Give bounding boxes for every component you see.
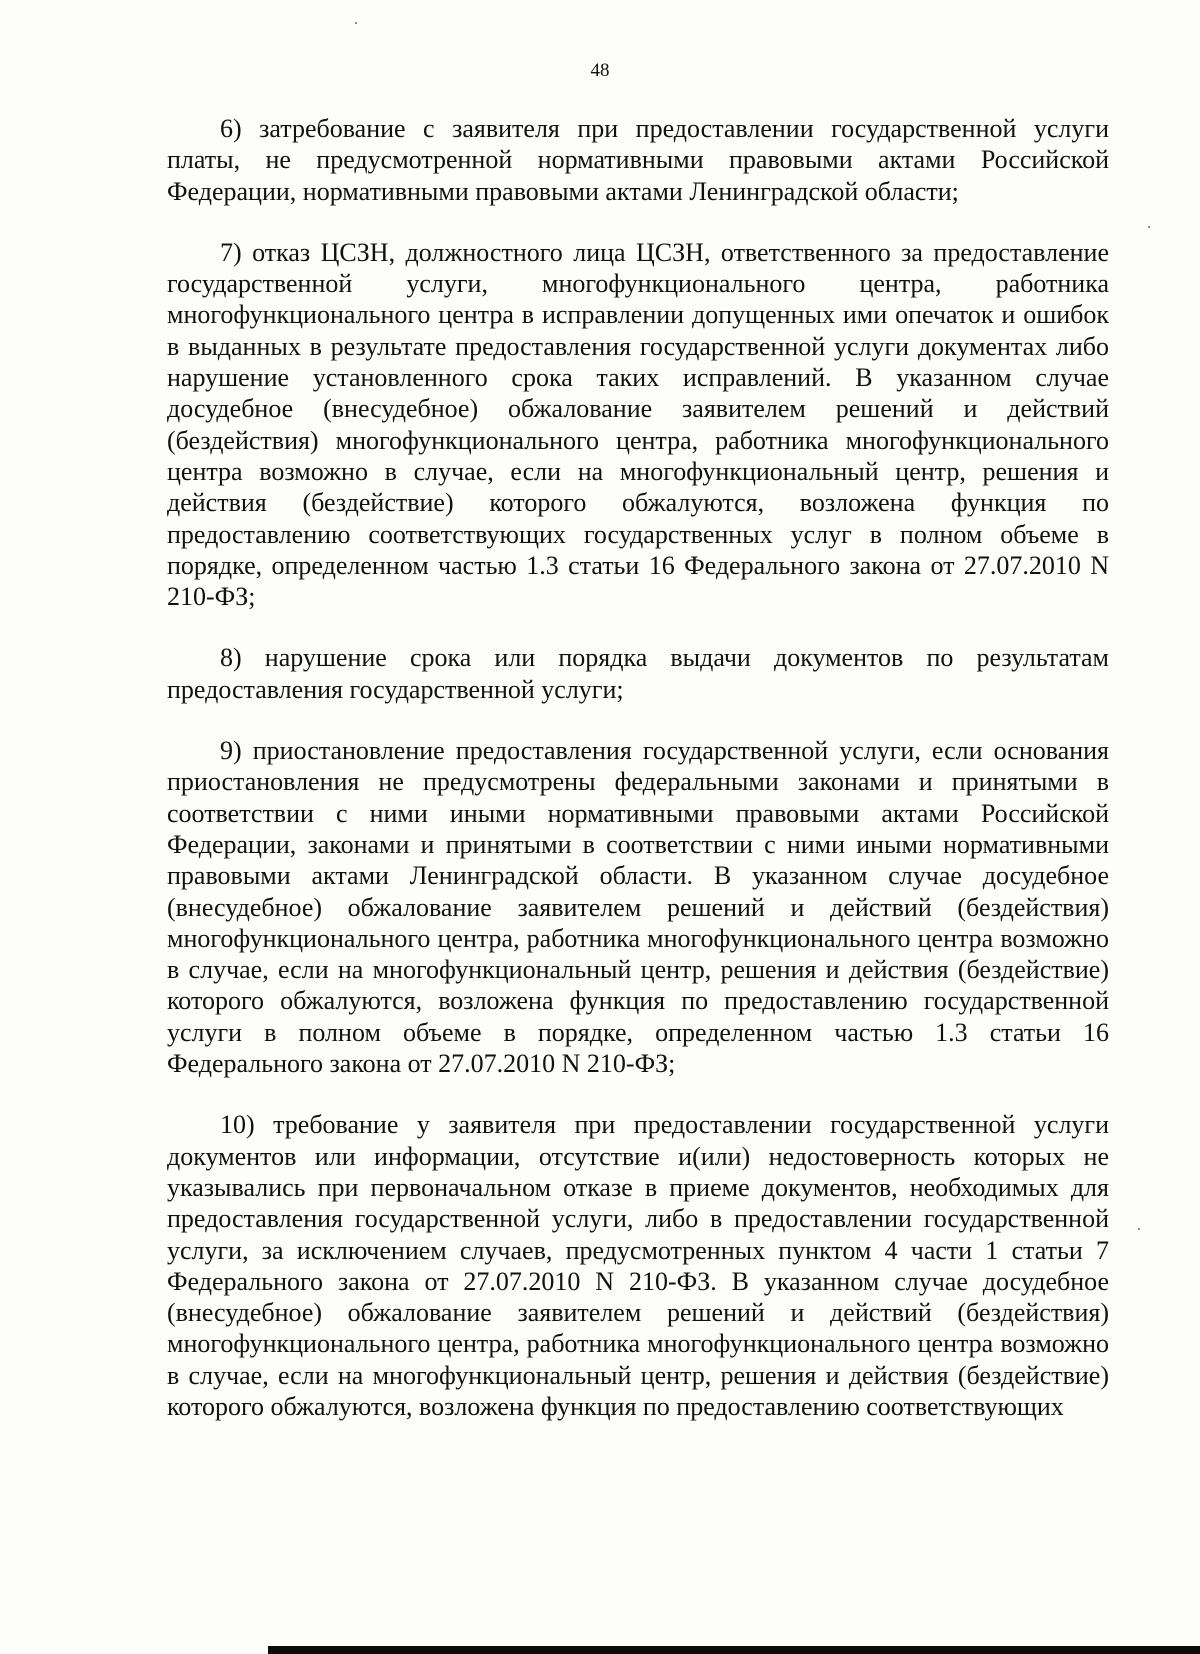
scan-speck: [1138, 1228, 1140, 1230]
scan-speck: [1148, 226, 1150, 228]
paragraph-item-8: 8) нарушение срока или порядка выдачи документов по результатам предоставления государственной услуги;: [167, 643, 1109, 704]
paragraph-item-10: 10) требование у заявителя при предоставлении государственной услуги документов или информации, отсутствие и(или) недостоверность которых не указывались при первоначальном отказе в приеме документов, необходимых для предоставления государственной услуги, либо в предоставлении государственной услуги, за исключением случаев, предусмотренных пунктом 4 части 1 статьи 7 Федерального закона от 27.07.2010 N 210-ФЗ. В указанном случае досудебное (внесудебное) обжалование заявителем решений и действий (бездействия) многофункционального центра, работника многофункционального центра возможно в случае, если на многофункциональный центр, решения и действия (бездействие) которого обжалуются, возложена функция по предоставлению соответствующих: [167, 1110, 1109, 1421]
paragraph-item-9: 9) приостановление предоставления государственной услуги, если основания приостановления не предусмотрены федеральными законами и принятыми в соответствии с ними иными нормативными правовыми актами Российской Федерации, законами и принятыми в соответствии с ними иными нормативными правовыми актами Ленинградской области. В указанном случае досудебное (внесудебное) обжалование заявителем решений и действий (бездействия) многофункционального центра, работника многофункционального центра возможно в случае, если на многофункциональный центр, решения и действия (бездействие) которого обжалуются, возложена функция по предоставлению государственной услуги в полном объеме в порядке, определенном частью 1.3 статьи 16 Федерального закона от 27.07.2010 N 210-ФЗ;: [167, 736, 1109, 1079]
page-number: 48: [590, 60, 610, 81]
paragraph-item-6: 6) затребование с заявителя при предоставлении государственной услуги платы, не предусмотренной нормативными правовыми актами Российской Федерации, нормативными правовыми актами Ленинградской области;: [167, 114, 1109, 206]
scan-speck: [355, 22, 357, 24]
paragraph-item-7: 7) отказ ЦСЗН, должностного лица ЦСЗН, ответственного за предоставление государственной услуги, многофункционального центра, работника многофункционального центра в исправлении допущенных ими опечаток и ошибок в выданных в результате предоставления государственной услуги документах либо нарушение установленного срока таких исправлений. В указанном случае досудебное (внесудебное) обжалование заявителем решений и действий (бездействия) многофункционального центра, работника многофункционального центра возможно в случае, если на многофункциональный центр, решения и действия (бездействие) которого обжалуются, возложена функция по предоставлению соответствующих государственных услуг в полном объеме в порядке, определенном частью 1.3 статьи 16 Федерального закона от 27.07.2010 N 210-ФЗ;: [167, 237, 1109, 612]
scan-bottom-edge: [268, 1646, 1200, 1654]
document-body: [167, 113, 1109, 1422]
